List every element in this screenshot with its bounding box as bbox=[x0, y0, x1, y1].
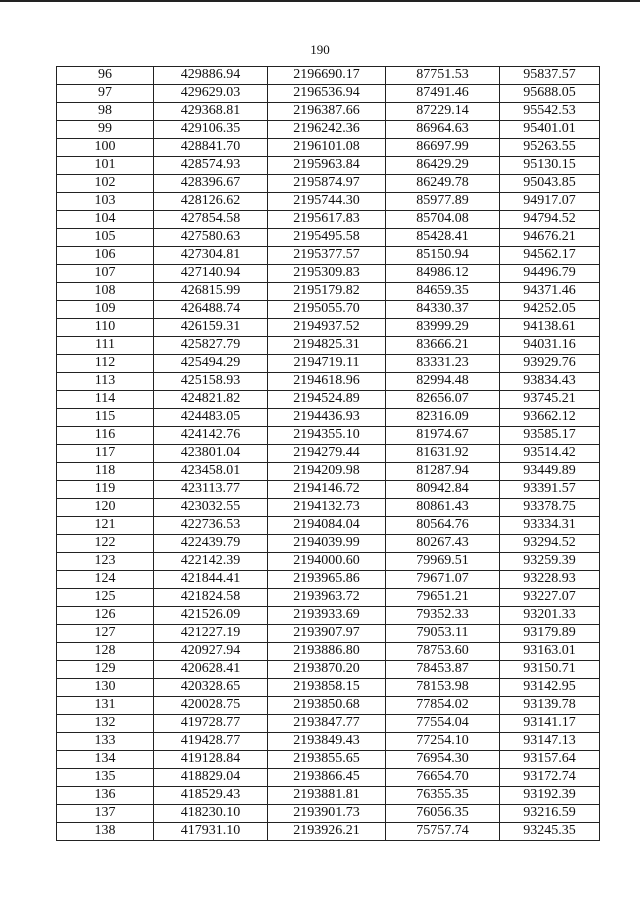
x2-coordinate-cell: 78153.98 bbox=[386, 679, 500, 697]
table-row bbox=[57, 355, 600, 373]
x-coordinate-cell: 422736.53 bbox=[154, 517, 268, 535]
point-number-cell: 131 bbox=[57, 697, 154, 715]
y-coordinate-cell: 2196690.17 bbox=[268, 67, 386, 85]
table-row bbox=[57, 751, 600, 769]
x2-coordinate-cell: 87491.46 bbox=[386, 85, 500, 103]
point-number-cell: 109 bbox=[57, 301, 154, 319]
table-row bbox=[57, 517, 600, 535]
y-coordinate-cell: 2195495.58 bbox=[268, 229, 386, 247]
table-row bbox=[57, 787, 600, 805]
y2-coordinate-cell: 95401.01 bbox=[500, 121, 600, 139]
x2-coordinate-cell: 86697.99 bbox=[386, 139, 500, 157]
x2-coordinate-cell: 83331.23 bbox=[386, 355, 500, 373]
x2-coordinate-cell: 87229.14 bbox=[386, 103, 500, 121]
table-row bbox=[57, 589, 600, 607]
table-row bbox=[57, 661, 600, 679]
y2-coordinate-cell: 94252.05 bbox=[500, 301, 600, 319]
y2-coordinate-cell: 95130.15 bbox=[500, 157, 600, 175]
table-row bbox=[57, 553, 600, 571]
table-row bbox=[57, 535, 600, 553]
y-coordinate-cell: 2193933.69 bbox=[268, 607, 386, 625]
x2-coordinate-cell: 85704.08 bbox=[386, 211, 500, 229]
x2-coordinate-cell: 76654.70 bbox=[386, 769, 500, 787]
x2-coordinate-cell: 85150.94 bbox=[386, 247, 500, 265]
point-number-cell: 113 bbox=[57, 373, 154, 391]
x-coordinate-cell: 422439.79 bbox=[154, 535, 268, 553]
y-coordinate-cell: 2195055.70 bbox=[268, 301, 386, 319]
x-coordinate-cell: 421526.09 bbox=[154, 607, 268, 625]
y2-coordinate-cell: 94031.16 bbox=[500, 337, 600, 355]
x-coordinate-cell: 428841.70 bbox=[154, 139, 268, 157]
x-coordinate-cell: 417931.10 bbox=[154, 823, 268, 841]
x-coordinate-cell: 420927.94 bbox=[154, 643, 268, 661]
table-row bbox=[57, 733, 600, 751]
page-number: 190 bbox=[310, 42, 330, 57]
y-coordinate-cell: 2193881.81 bbox=[268, 787, 386, 805]
x2-coordinate-cell: 83666.21 bbox=[386, 337, 500, 355]
y-coordinate-cell: 2193849.43 bbox=[268, 733, 386, 751]
y2-coordinate-cell: 94562.17 bbox=[500, 247, 600, 265]
x-coordinate-cell: 425827.79 bbox=[154, 337, 268, 355]
y2-coordinate-cell: 95263.55 bbox=[500, 139, 600, 157]
y-coordinate-cell: 2193963.72 bbox=[268, 589, 386, 607]
table-row bbox=[57, 805, 600, 823]
point-number-cell: 138 bbox=[57, 823, 154, 841]
table-row bbox=[57, 391, 600, 409]
point-number-cell: 120 bbox=[57, 499, 154, 517]
x-coordinate-cell: 424821.82 bbox=[154, 391, 268, 409]
x-coordinate-cell: 420328.65 bbox=[154, 679, 268, 697]
point-number-cell: 137 bbox=[57, 805, 154, 823]
y2-coordinate-cell: 93585.17 bbox=[500, 427, 600, 445]
point-number-cell: 135 bbox=[57, 769, 154, 787]
y-coordinate-cell: 2195179.82 bbox=[268, 283, 386, 301]
x2-coordinate-cell: 86429.29 bbox=[386, 157, 500, 175]
table-row bbox=[57, 85, 600, 103]
x2-coordinate-cell: 84330.37 bbox=[386, 301, 500, 319]
y-coordinate-cell: 2194132.73 bbox=[268, 499, 386, 517]
x-coordinate-cell: 423801.04 bbox=[154, 445, 268, 463]
table-row bbox=[57, 427, 600, 445]
x2-coordinate-cell: 82994.48 bbox=[386, 373, 500, 391]
point-number-cell: 116 bbox=[57, 427, 154, 445]
coordinate-table-body bbox=[57, 67, 600, 841]
y-coordinate-cell: 2196536.94 bbox=[268, 85, 386, 103]
point-number-cell: 100 bbox=[57, 139, 154, 157]
point-number-cell: 106 bbox=[57, 247, 154, 265]
point-number-cell: 122 bbox=[57, 535, 154, 553]
y2-coordinate-cell: 93141.17 bbox=[500, 715, 600, 733]
x2-coordinate-cell: 84986.12 bbox=[386, 265, 500, 283]
table-row bbox=[57, 121, 600, 139]
y2-coordinate-cell: 93391.57 bbox=[500, 481, 600, 499]
x2-coordinate-cell: 75757.74 bbox=[386, 823, 500, 841]
y2-coordinate-cell: 93245.35 bbox=[500, 823, 600, 841]
table-row bbox=[57, 157, 600, 175]
table-row bbox=[57, 769, 600, 787]
table-row bbox=[57, 301, 600, 319]
x2-coordinate-cell: 82316.09 bbox=[386, 409, 500, 427]
y-coordinate-cell: 2196101.08 bbox=[268, 139, 386, 157]
x-coordinate-cell: 428126.62 bbox=[154, 193, 268, 211]
x2-coordinate-cell: 80861.43 bbox=[386, 499, 500, 517]
x-coordinate-cell: 424142.76 bbox=[154, 427, 268, 445]
x2-coordinate-cell: 79053.11 bbox=[386, 625, 500, 643]
point-number-cell: 133 bbox=[57, 733, 154, 751]
y2-coordinate-cell: 93929.76 bbox=[500, 355, 600, 373]
y2-coordinate-cell: 93163.01 bbox=[500, 643, 600, 661]
y-coordinate-cell: 2193850.68 bbox=[268, 697, 386, 715]
x-coordinate-cell: 429886.94 bbox=[154, 67, 268, 85]
point-number-cell: 108 bbox=[57, 283, 154, 301]
y2-coordinate-cell: 93150.71 bbox=[500, 661, 600, 679]
point-number-cell: 115 bbox=[57, 409, 154, 427]
table-row bbox=[57, 193, 600, 211]
y2-coordinate-cell: 93228.93 bbox=[500, 571, 600, 589]
table-row bbox=[57, 679, 600, 697]
y2-coordinate-cell: 93157.64 bbox=[500, 751, 600, 769]
point-number-cell: 136 bbox=[57, 787, 154, 805]
y-coordinate-cell: 2194524.89 bbox=[268, 391, 386, 409]
y-coordinate-cell: 2194209.98 bbox=[268, 463, 386, 481]
y-coordinate-cell: 2194436.93 bbox=[268, 409, 386, 427]
x2-coordinate-cell: 77554.04 bbox=[386, 715, 500, 733]
y-coordinate-cell: 2193965.86 bbox=[268, 571, 386, 589]
x2-coordinate-cell: 77854.02 bbox=[386, 697, 500, 715]
point-number-cell: 125 bbox=[57, 589, 154, 607]
x2-coordinate-cell: 78453.87 bbox=[386, 661, 500, 679]
x-coordinate-cell: 427854.58 bbox=[154, 211, 268, 229]
x2-coordinate-cell: 87751.53 bbox=[386, 67, 500, 85]
table-row bbox=[57, 67, 600, 85]
y-coordinate-cell: 2194039.99 bbox=[268, 535, 386, 553]
table-row bbox=[57, 229, 600, 247]
y-coordinate-cell: 2193926.21 bbox=[268, 823, 386, 841]
x-coordinate-cell: 426815.99 bbox=[154, 283, 268, 301]
x-coordinate-cell: 429368.81 bbox=[154, 103, 268, 121]
point-number-cell: 124 bbox=[57, 571, 154, 589]
x-coordinate-cell: 426488.74 bbox=[154, 301, 268, 319]
table-row bbox=[57, 481, 600, 499]
x-coordinate-cell: 426159.31 bbox=[154, 319, 268, 337]
y2-coordinate-cell: 93216.59 bbox=[500, 805, 600, 823]
x2-coordinate-cell: 79969.51 bbox=[386, 553, 500, 571]
y2-coordinate-cell: 93147.13 bbox=[500, 733, 600, 751]
y2-coordinate-cell: 93201.33 bbox=[500, 607, 600, 625]
y2-coordinate-cell: 94138.61 bbox=[500, 319, 600, 337]
y2-coordinate-cell: 93227.07 bbox=[500, 589, 600, 607]
point-number-cell: 97 bbox=[57, 85, 154, 103]
y-coordinate-cell: 2195617.83 bbox=[268, 211, 386, 229]
y2-coordinate-cell: 95043.85 bbox=[500, 175, 600, 193]
y2-coordinate-cell: 93192.39 bbox=[500, 787, 600, 805]
y2-coordinate-cell: 93334.31 bbox=[500, 517, 600, 535]
x2-coordinate-cell: 86249.78 bbox=[386, 175, 500, 193]
x2-coordinate-cell: 80267.43 bbox=[386, 535, 500, 553]
point-number-cell: 114 bbox=[57, 391, 154, 409]
y2-coordinate-cell: 93745.21 bbox=[500, 391, 600, 409]
x2-coordinate-cell: 85977.89 bbox=[386, 193, 500, 211]
y2-coordinate-cell: 94676.21 bbox=[500, 229, 600, 247]
table-row bbox=[57, 319, 600, 337]
y-coordinate-cell: 2193855.65 bbox=[268, 751, 386, 769]
x-coordinate-cell: 419428.77 bbox=[154, 733, 268, 751]
point-number-cell: 112 bbox=[57, 355, 154, 373]
table-row bbox=[57, 607, 600, 625]
y-coordinate-cell: 2195963.84 bbox=[268, 157, 386, 175]
table-row bbox=[57, 247, 600, 265]
table-row bbox=[57, 463, 600, 481]
table-row bbox=[57, 445, 600, 463]
x2-coordinate-cell: 79651.21 bbox=[386, 589, 500, 607]
y2-coordinate-cell: 95688.05 bbox=[500, 85, 600, 103]
y2-coordinate-cell: 93172.74 bbox=[500, 769, 600, 787]
table-row bbox=[57, 697, 600, 715]
y-coordinate-cell: 2194084.04 bbox=[268, 517, 386, 535]
x-coordinate-cell: 428396.67 bbox=[154, 175, 268, 193]
y2-coordinate-cell: 94496.79 bbox=[500, 265, 600, 283]
y-coordinate-cell: 2195309.83 bbox=[268, 265, 386, 283]
y-coordinate-cell: 2195377.57 bbox=[268, 247, 386, 265]
x-coordinate-cell: 421227.19 bbox=[154, 625, 268, 643]
table-row bbox=[57, 625, 600, 643]
y2-coordinate-cell: 93259.39 bbox=[500, 553, 600, 571]
point-number-cell: 99 bbox=[57, 121, 154, 139]
y-coordinate-cell: 2194355.10 bbox=[268, 427, 386, 445]
y2-coordinate-cell: 93139.78 bbox=[500, 697, 600, 715]
table-row bbox=[57, 373, 600, 391]
coordinate-table bbox=[56, 66, 600, 841]
x-coordinate-cell: 418529.43 bbox=[154, 787, 268, 805]
x-coordinate-cell: 424483.05 bbox=[154, 409, 268, 427]
x-coordinate-cell: 421824.58 bbox=[154, 589, 268, 607]
point-number-cell: 107 bbox=[57, 265, 154, 283]
y-coordinate-cell: 2194719.11 bbox=[268, 355, 386, 373]
point-number-cell: 117 bbox=[57, 445, 154, 463]
y-coordinate-cell: 2195744.30 bbox=[268, 193, 386, 211]
x-coordinate-cell: 419128.84 bbox=[154, 751, 268, 769]
y-coordinate-cell: 2195874.97 bbox=[268, 175, 386, 193]
point-number-cell: 96 bbox=[57, 67, 154, 85]
x2-coordinate-cell: 81287.94 bbox=[386, 463, 500, 481]
x2-coordinate-cell: 79671.07 bbox=[386, 571, 500, 589]
x2-coordinate-cell: 77254.10 bbox=[386, 733, 500, 751]
y-coordinate-cell: 2193866.45 bbox=[268, 769, 386, 787]
table-row bbox=[57, 103, 600, 121]
y-coordinate-cell: 2193870.20 bbox=[268, 661, 386, 679]
y2-coordinate-cell: 93179.89 bbox=[500, 625, 600, 643]
table-row bbox=[57, 409, 600, 427]
table-row bbox=[57, 337, 600, 355]
point-number-cell: 132 bbox=[57, 715, 154, 733]
point-number-cell: 123 bbox=[57, 553, 154, 571]
x2-coordinate-cell: 85428.41 bbox=[386, 229, 500, 247]
y-coordinate-cell: 2194937.52 bbox=[268, 319, 386, 337]
y-coordinate-cell: 2193886.80 bbox=[268, 643, 386, 661]
x2-coordinate-cell: 81974.67 bbox=[386, 427, 500, 445]
x2-coordinate-cell: 76056.35 bbox=[386, 805, 500, 823]
table-row bbox=[57, 265, 600, 283]
y-coordinate-cell: 2194279.44 bbox=[268, 445, 386, 463]
x-coordinate-cell: 428574.93 bbox=[154, 157, 268, 175]
y-coordinate-cell: 2196242.36 bbox=[268, 121, 386, 139]
x-coordinate-cell: 423458.01 bbox=[154, 463, 268, 481]
point-number-cell: 130 bbox=[57, 679, 154, 697]
point-number-cell: 101 bbox=[57, 157, 154, 175]
point-number-cell: 127 bbox=[57, 625, 154, 643]
y-coordinate-cell: 2193847.77 bbox=[268, 715, 386, 733]
point-number-cell: 128 bbox=[57, 643, 154, 661]
y-coordinate-cell: 2194000.60 bbox=[268, 553, 386, 571]
table-row bbox=[57, 211, 600, 229]
x-coordinate-cell: 418230.10 bbox=[154, 805, 268, 823]
table-row bbox=[57, 499, 600, 517]
table-row bbox=[57, 643, 600, 661]
y2-coordinate-cell: 94917.07 bbox=[500, 193, 600, 211]
point-number-cell: 121 bbox=[57, 517, 154, 535]
x-coordinate-cell: 421844.41 bbox=[154, 571, 268, 589]
x-coordinate-cell: 429629.03 bbox=[154, 85, 268, 103]
y2-coordinate-cell: 95542.53 bbox=[500, 103, 600, 121]
y2-coordinate-cell: 94371.46 bbox=[500, 283, 600, 301]
x2-coordinate-cell: 82656.07 bbox=[386, 391, 500, 409]
y-coordinate-cell: 2194146.72 bbox=[268, 481, 386, 499]
point-number-cell: 105 bbox=[57, 229, 154, 247]
table-row bbox=[57, 175, 600, 193]
x2-coordinate-cell: 83999.29 bbox=[386, 319, 500, 337]
x2-coordinate-cell: 84659.35 bbox=[386, 283, 500, 301]
x-coordinate-cell: 420028.75 bbox=[154, 697, 268, 715]
top-rule bbox=[0, 0, 640, 2]
point-number-cell: 119 bbox=[57, 481, 154, 499]
x-coordinate-cell: 427580.63 bbox=[154, 229, 268, 247]
x-coordinate-cell: 423032.55 bbox=[154, 499, 268, 517]
table-row bbox=[57, 823, 600, 841]
x2-coordinate-cell: 80564.76 bbox=[386, 517, 500, 535]
table-row bbox=[57, 139, 600, 157]
point-number-cell: 126 bbox=[57, 607, 154, 625]
y-coordinate-cell: 2193901.73 bbox=[268, 805, 386, 823]
y2-coordinate-cell: 93834.43 bbox=[500, 373, 600, 391]
point-number-cell: 118 bbox=[57, 463, 154, 481]
x-coordinate-cell: 420628.41 bbox=[154, 661, 268, 679]
y-coordinate-cell: 2196387.66 bbox=[268, 103, 386, 121]
x-coordinate-cell: 418829.04 bbox=[154, 769, 268, 787]
x2-coordinate-cell: 80942.84 bbox=[386, 481, 500, 499]
y2-coordinate-cell: 93514.42 bbox=[500, 445, 600, 463]
x-coordinate-cell: 419728.77 bbox=[154, 715, 268, 733]
x-coordinate-cell: 429106.35 bbox=[154, 121, 268, 139]
point-number-cell: 134 bbox=[57, 751, 154, 769]
x-coordinate-cell: 425158.93 bbox=[154, 373, 268, 391]
y-coordinate-cell: 2194825.31 bbox=[268, 337, 386, 355]
y-coordinate-cell: 2193858.15 bbox=[268, 679, 386, 697]
y2-coordinate-cell: 93662.12 bbox=[500, 409, 600, 427]
table-row bbox=[57, 283, 600, 301]
x-coordinate-cell: 423113.77 bbox=[154, 481, 268, 499]
y2-coordinate-cell: 93142.95 bbox=[500, 679, 600, 697]
table-row bbox=[57, 715, 600, 733]
point-number-cell: 104 bbox=[57, 211, 154, 229]
x2-coordinate-cell: 76954.30 bbox=[386, 751, 500, 769]
y2-coordinate-cell: 93449.89 bbox=[500, 463, 600, 481]
x-coordinate-cell: 422142.39 bbox=[154, 553, 268, 571]
y-coordinate-cell: 2193907.97 bbox=[268, 625, 386, 643]
table-row bbox=[57, 571, 600, 589]
x2-coordinate-cell: 78753.60 bbox=[386, 643, 500, 661]
point-number-cell: 102 bbox=[57, 175, 154, 193]
x2-coordinate-cell: 79352.33 bbox=[386, 607, 500, 625]
x2-coordinate-cell: 81631.92 bbox=[386, 445, 500, 463]
x2-coordinate-cell: 86964.63 bbox=[386, 121, 500, 139]
x-coordinate-cell: 425494.29 bbox=[154, 355, 268, 373]
y2-coordinate-cell: 93294.52 bbox=[500, 535, 600, 553]
point-number-cell: 103 bbox=[57, 193, 154, 211]
y2-coordinate-cell: 93378.75 bbox=[500, 499, 600, 517]
y-coordinate-cell: 2194618.96 bbox=[268, 373, 386, 391]
point-number-cell: 111 bbox=[57, 337, 154, 355]
x2-coordinate-cell: 76355.35 bbox=[386, 787, 500, 805]
y2-coordinate-cell: 94794.52 bbox=[500, 211, 600, 229]
point-number-cell: 98 bbox=[57, 103, 154, 121]
point-number-cell: 129 bbox=[57, 661, 154, 679]
x-coordinate-cell: 427140.94 bbox=[154, 265, 268, 283]
x-coordinate-cell: 427304.81 bbox=[154, 247, 268, 265]
y2-coordinate-cell: 95837.57 bbox=[500, 67, 600, 85]
point-number-cell: 110 bbox=[57, 319, 154, 337]
